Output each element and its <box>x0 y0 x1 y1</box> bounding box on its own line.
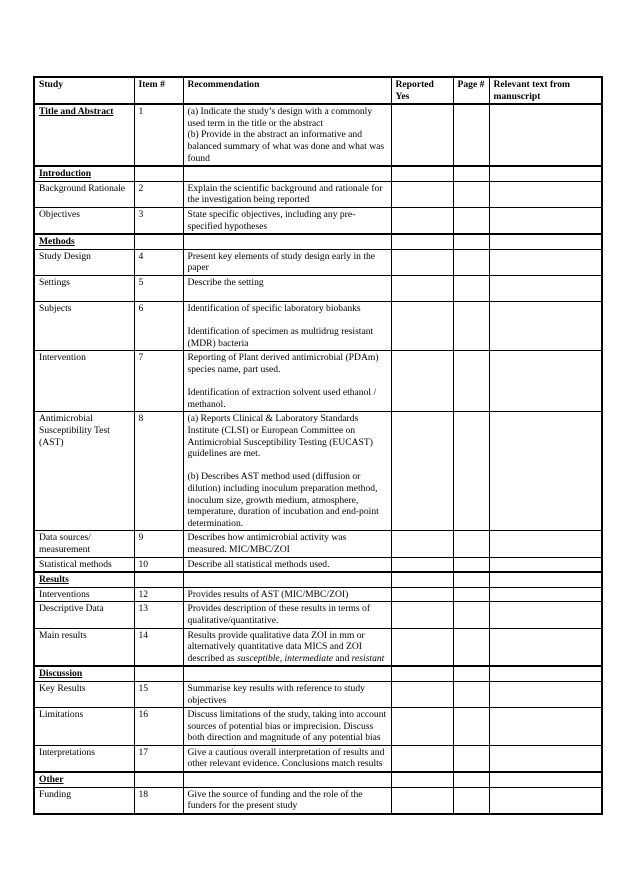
study-label: Interventions <box>39 588 90 600</box>
item-row <box>34 302 602 351</box>
reported-yes-cell <box>391 249 453 275</box>
section-row <box>34 234 602 249</box>
recommendation-paragraph: Reporting of Plant derived antimicrobial (PDAm) species name, part used. <box>187 352 379 376</box>
study-label: Intervention <box>39 352 86 364</box>
section-row <box>34 166 602 181</box>
reported-yes-cell <box>391 104 453 166</box>
item-row <box>34 249 602 275</box>
study-cell <box>34 181 134 207</box>
study-label: Introduction <box>39 168 92 180</box>
section-row <box>34 572 602 587</box>
recommendation-cell <box>183 587 391 602</box>
recommendation-paragraph: Identification of specimen as multidrug resistant (MDR) bacteria <box>187 326 374 349</box>
page-number-cell <box>453 166 489 181</box>
recommendation-cell <box>183 351 391 412</box>
reported-yes-cell <box>391 745 453 772</box>
item-row <box>34 708 602 746</box>
item-number-cell: 4 <box>134 249 183 275</box>
relevant-text-cell <box>489 787 602 814</box>
study-cell <box>34 587 134 602</box>
page-number-cell <box>453 412 489 531</box>
item-number-cell: 3 <box>134 207 183 234</box>
item-row <box>34 275 602 301</box>
item-number-cell: 8 <box>134 412 183 531</box>
page-number-cell <box>453 628 489 666</box>
item-number-cell: 18 <box>134 787 183 814</box>
item-row <box>34 681 602 707</box>
item-row <box>34 745 602 772</box>
column-header-study: Study <box>34 77 134 104</box>
item-row <box>34 351 602 412</box>
item-number-cell: 9 <box>134 531 183 557</box>
recommendation-cell <box>183 787 391 814</box>
reported-yes-cell <box>391 166 453 181</box>
page-number-cell <box>453 207 489 234</box>
study-label: Methods <box>39 236 75 248</box>
page-number-cell <box>453 302 489 351</box>
recommendation-cell <box>183 249 391 275</box>
recommendation-cell <box>183 531 391 557</box>
recommendation-paragraph: (b) Provide in the abstract an informative and balanced summary of what was done and what was found <box>187 129 385 164</box>
recommendation-cell <box>183 302 391 351</box>
recommendation-paragraph <box>188 376 388 388</box>
study-cell <box>34 302 134 351</box>
recommendation-cell <box>183 708 391 746</box>
study-cell <box>34 787 134 814</box>
study-label: Study Design <box>39 250 91 262</box>
study-cell <box>34 207 134 234</box>
recommendation-cell <box>183 207 391 234</box>
relevant-text-cell <box>489 572 602 587</box>
item-number-cell: 6 <box>134 302 183 351</box>
relevant-text-cell <box>489 602 602 628</box>
reported-yes-cell <box>391 275 453 301</box>
page-number-cell <box>453 572 489 587</box>
relevant-text-cell <box>489 302 602 351</box>
study-cell <box>34 275 134 301</box>
recommendation-paragraph: (a) Indicate the study’s design with a commonly used term in the title or the abstract <box>187 106 373 129</box>
recommendation-paragraph <box>188 460 388 472</box>
reported-yes-cell <box>391 557 453 572</box>
page-number-cell <box>453 249 489 275</box>
study-cell <box>34 351 134 412</box>
study-cell <box>34 681 134 707</box>
page-number-cell <box>453 745 489 772</box>
study-label: Discussion <box>39 668 83 680</box>
study-cell <box>34 166 134 181</box>
page-number-cell <box>453 234 489 249</box>
item-row <box>34 557 602 572</box>
item-row <box>34 104 602 166</box>
study-label: Interpretations <box>39 746 95 758</box>
recommendation-cell <box>183 572 391 587</box>
reported-yes-cell <box>391 587 453 602</box>
study-cell <box>34 666 134 681</box>
item-row <box>34 181 602 207</box>
recommendation-cell <box>183 628 391 666</box>
relevant-text-cell <box>489 104 602 166</box>
recommendation-paragraph: Identification of extraction solvent used ethanol / methanol. <box>187 387 377 410</box>
relevant-text-cell <box>489 666 602 681</box>
study-label: Objectives <box>39 208 81 220</box>
recommendation-cell <box>183 412 391 531</box>
relevant-text-cell <box>489 275 602 301</box>
page-number-cell <box>453 787 489 814</box>
relevant-text-cell <box>489 745 602 772</box>
relevant-text-cell <box>489 412 602 531</box>
reported-yes-cell <box>391 181 453 207</box>
relevant-text-cell <box>489 207 602 234</box>
study-cell <box>34 708 134 746</box>
recommendation-paragraph: Describe all statistical methods used. <box>187 558 330 570</box>
item-number-cell <box>134 234 183 249</box>
relevant-text-cell <box>489 181 602 207</box>
recommendation-cell <box>183 745 391 772</box>
relevant-text-cell <box>489 166 602 181</box>
recommendation-paragraph: Provides results of AST (MIC/MBC/ZOI) <box>187 588 349 600</box>
recommendation-cell <box>183 166 391 181</box>
study-cell <box>34 745 134 772</box>
recommendation-paragraph: Summarise key results with reference to study objectives <box>187 682 365 706</box>
page-number-cell <box>453 681 489 707</box>
recommendation-cell <box>183 557 391 572</box>
reported-yes-cell <box>391 666 453 681</box>
study-label: Data sources/ measurement <box>39 532 91 555</box>
recommendation-cell <box>183 666 391 681</box>
item-number-cell: 1 <box>134 104 183 166</box>
page-number-cell <box>453 557 489 572</box>
study-cell <box>34 531 134 557</box>
checklist-table <box>33 76 603 815</box>
item-row <box>34 207 602 234</box>
reported-yes-cell <box>391 628 453 666</box>
recommendation-cell <box>183 681 391 707</box>
study-cell <box>34 249 134 275</box>
item-number-cell: 12 <box>134 587 183 602</box>
relevant-text-cell <box>489 708 602 746</box>
page-number-cell <box>453 772 489 787</box>
recommendation-cell <box>183 772 391 787</box>
recommendation-paragraph: (b) Describes AST method used (diffusion or dilution) including inoculum preparation method, inoculum size, growth medium, atmosphere, temperature, duration of incubation and end-point determination. <box>187 471 379 529</box>
study-cell <box>34 772 134 787</box>
item-number-cell <box>134 572 183 587</box>
item-number-cell <box>134 772 183 787</box>
page-number-cell <box>453 104 489 166</box>
reported-yes-cell <box>391 531 453 557</box>
page-number-cell <box>453 181 489 207</box>
item-row <box>34 602 602 628</box>
reported-yes-cell <box>391 207 453 234</box>
item-number-cell: 5 <box>134 275 183 301</box>
page-number-cell <box>453 587 489 602</box>
item-row <box>34 412 602 531</box>
item-number-cell: 10 <box>134 557 183 572</box>
reported-yes-cell <box>391 708 453 746</box>
study-label: Statistical methods <box>39 558 112 570</box>
recommendation-paragraph <box>188 289 388 301</box>
reported-yes-cell <box>391 351 453 412</box>
recommendation-paragraph: Explain the scientific background and rationale for the investigation being reported <box>187 182 383 206</box>
recommendation-cell <box>183 234 391 249</box>
relevant-text-cell <box>489 772 602 787</box>
item-number-cell <box>134 166 183 181</box>
item-number-cell: 2 <box>134 181 183 207</box>
recommendation-paragraph: Results provide qualitative data ZOI in mm or alternatively quantitative data MICS and ZOI described as susceptible, intermediate and resistant <box>187 629 385 664</box>
reported-yes-cell <box>391 412 453 531</box>
recommendation-paragraph: Discuss limitations of the study, taking into account sources of potential bias or imprecision. Discuss both direction and magnitude of any potential bias <box>187 709 387 744</box>
study-cell <box>34 104 134 166</box>
recommendation-paragraph <box>188 315 388 327</box>
study-cell <box>34 557 134 572</box>
column-header-relevant-text: Relevant text from manuscript <box>489 77 602 104</box>
item-row <box>34 587 602 602</box>
study-label: Funding <box>39 788 71 800</box>
item-row <box>34 787 602 814</box>
relevant-text-cell <box>489 351 602 412</box>
study-label: Main results <box>39 629 87 641</box>
study-label: Antimicrobial Susceptibility Test (AST) <box>39 413 110 448</box>
study-label: Results <box>39 574 69 586</box>
reported-yes-cell <box>391 772 453 787</box>
page-number-cell <box>453 531 489 557</box>
item-row <box>34 531 602 557</box>
column-header-page-number: Page # <box>453 77 489 104</box>
study-label: Other <box>39 774 64 786</box>
study-cell <box>34 602 134 628</box>
study-label: Descriptive Data <box>39 603 104 615</box>
recommendation-cell <box>183 181 391 207</box>
page-number-cell <box>453 708 489 746</box>
checklist-body <box>34 104 602 814</box>
item-number-cell: 17 <box>134 745 183 772</box>
reported-yes-cell <box>391 602 453 628</box>
table-header-row <box>34 77 602 104</box>
study-cell <box>34 572 134 587</box>
study-cell <box>34 412 134 531</box>
recommendation-cell <box>183 104 391 166</box>
item-number-cell: 16 <box>134 708 183 746</box>
reported-yes-cell <box>391 234 453 249</box>
reported-yes-cell <box>391 572 453 587</box>
recommendation-paragraph: Describe the setting <box>187 276 264 288</box>
relevant-text-cell <box>489 234 602 249</box>
recommendation-paragraph: Present key elements of study design early in the paper <box>187 250 376 274</box>
page-number-cell <box>453 275 489 301</box>
column-header-recommendation: Recommendation <box>183 77 391 104</box>
relevant-text-cell <box>489 681 602 707</box>
recommendation-paragraph: Describes how antimicrobial activity was measured. MIC/MBC/ZOI <box>187 532 347 555</box>
study-cell <box>34 628 134 666</box>
recommendation-paragraph: State specific objectives, including any pre-specified hypotheses <box>187 208 356 232</box>
item-number-cell: 15 <box>134 681 183 707</box>
study-cell <box>34 234 134 249</box>
item-number-cell <box>134 666 183 681</box>
relevant-text-cell <box>489 587 602 602</box>
study-label: Title and Abstract <box>39 106 114 118</box>
study-label: Subjects <box>39 303 72 315</box>
section-row <box>34 772 602 787</box>
recommendation-paragraph: Give the source of funding and the role of the funders for the present study <box>187 788 363 812</box>
recommendation-cell <box>183 602 391 628</box>
column-header-item-number: Item # <box>134 77 183 104</box>
study-label: Limitations <box>39 709 84 721</box>
reported-yes-cell <box>391 681 453 707</box>
recommendation-paragraph: Provides description of these results in terms of qualitative/quantitative. <box>187 603 371 626</box>
page-number-cell <box>453 666 489 681</box>
study-label: Key Results <box>39 682 86 694</box>
recommendation-cell <box>183 275 391 301</box>
item-number-cell: 14 <box>134 628 183 666</box>
page-number-cell <box>453 602 489 628</box>
study-label: Background Rationale <box>39 182 126 194</box>
reported-yes-cell <box>391 787 453 814</box>
relevant-text-cell <box>489 531 602 557</box>
item-number-cell: 7 <box>134 351 183 412</box>
column-header-reported-yes: Reported Yes <box>391 77 453 104</box>
item-row <box>34 628 602 666</box>
reported-yes-cell <box>391 302 453 351</box>
relevant-text-cell <box>489 628 602 666</box>
page-number-cell <box>453 351 489 412</box>
recommendation-paragraph: Give a cautious overall interpretation of results and other relevant evidence. Conclusions match results <box>187 746 385 770</box>
recommendation-paragraph: (a) Reports Clinical & Laboratory Standards Institute (CLSI) or European Committee on Antimicrobial Susceptibility Testing (EUCAST) guidelines are met. <box>187 413 373 460</box>
relevant-text-cell <box>489 557 602 572</box>
study-label: Settings <box>39 276 70 288</box>
recommendation-paragraph: Identification of specific laboratory biobanks <box>187 303 361 315</box>
section-row <box>34 666 602 681</box>
relevant-text-cell <box>489 249 602 275</box>
item-number-cell: 13 <box>134 602 183 628</box>
